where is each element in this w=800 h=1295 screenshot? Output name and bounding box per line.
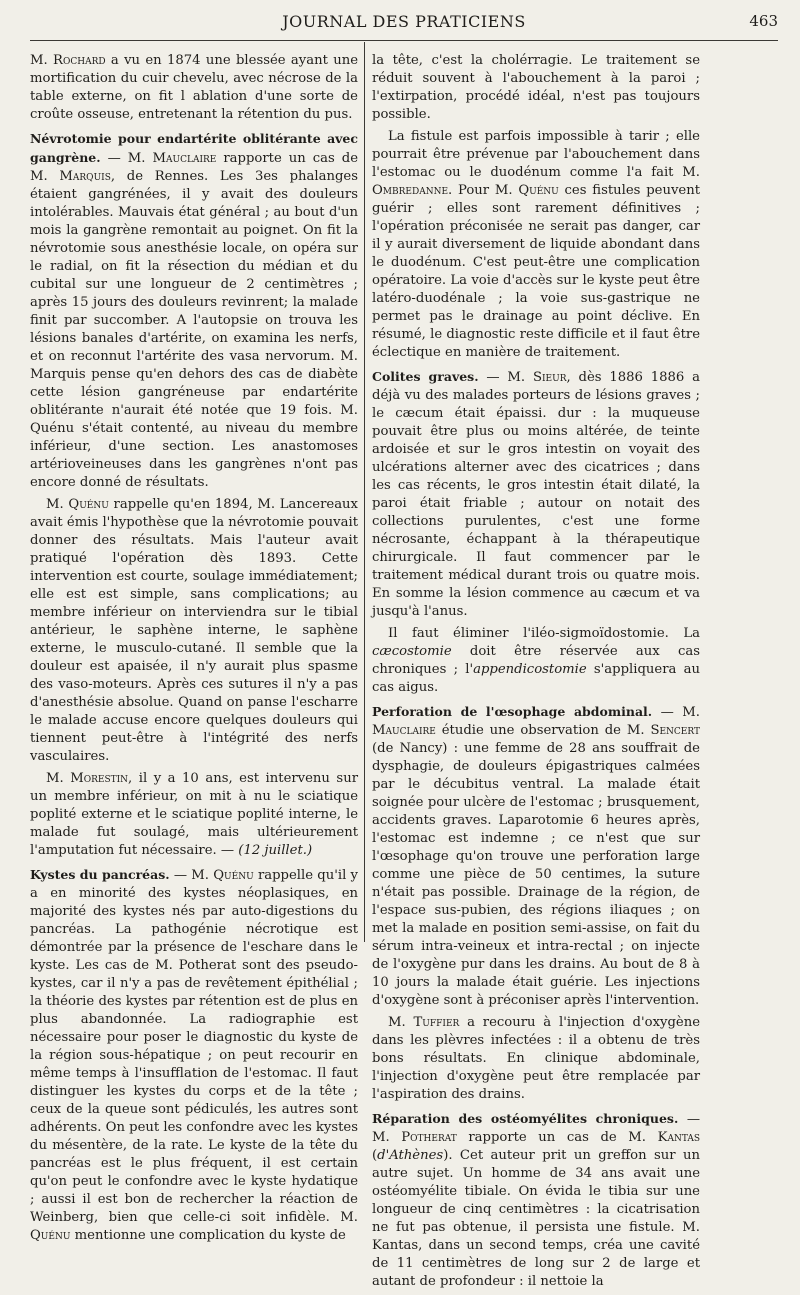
author-name: Quénu: [518, 183, 559, 198]
text-run: M.: [46, 771, 71, 786]
text-run: doit être réservée aux cas chroniques ; l': [372, 644, 700, 677]
journal-title: JOURNAL DES PRATICIENS: [282, 12, 526, 31]
text-run: ). Cet auteur prit un greffon sur un autre sujet. Un homme de 34 ans avait une ostéomyélite tibiale. On évida le tibia sur une longueur de cinq centimètres : la cicatrisation ne fut pas obtenue, il persista une fistule. M. Kantas, dans un second temps, créa une cavité de 11 centimètres de long sur 2 de large et autant de profondeur : il nettoie la: [372, 1148, 700, 1289]
text-run: — M.: [652, 705, 700, 720]
paragraph-continuation: [372, 52, 700, 124]
text-run: La fistule est parfois impossible à tarir ; elle pourrait être prévenue par l'abouchement dans l'estomac ou le duodénum comme l'a fait M.: [372, 129, 700, 180]
text-run: Il faut éliminer l'iléo-sigmoïdostomie. La: [388, 626, 700, 641]
section-colites: [372, 368, 700, 621]
header-rule: [30, 40, 778, 41]
author-name: Morestin: [70, 771, 129, 786]
author-name: Ombredanne: [372, 183, 449, 198]
paragraph-rochard: [30, 52, 358, 124]
column-divider: [364, 42, 365, 942]
text-run: , dès 1886 1886 a déjà vu des malades porteurs de lésions graves ; le cæcum était épaissi. dur : la muqueuse pouvait être plus ou moins altérée, de teinte ardoisée et sur le gros intestin on voyait des ulcérations alterner avec des cicatrices ; dans les cas récents, le gros intestin était dilaté, la paroi était friable ; autour on notait des collections purulentes, c'est une forme nécrosante, échappant à la thérapeutique chirurgicale. Il faut commencer par le traitement médical durant trois ou quatre mois. En somme la lésion commence au cæcum et va jusqu'à l'anus.: [372, 370, 700, 619]
author-name: Quénu: [30, 1228, 71, 1243]
text-run: rapporte un cas de M.: [456, 1130, 658, 1145]
text-run: rappelle qu'il y a en minorité des kystes néoplasiques, en majorité des kystes nés par auto-digestions du pancréas. La pathogénie nécrotique est démontrée par la présence de l'eschare dans le kyste. Les cas de M. Potherat sont des pseudo-kystes, car il n'y a pas de revêtement épithélial ; la théorie des kystes par rétention est de plus en plus abandonnée. La radiographie est nécessaire pour poser le diagnostic du kyste de la région sous-hépatique ; on peut recourir en même temps à l'insufflation de l'estomac. Il faut distinguer les kystes du corps et de la tête ; ceux de la queue sont pédiculés, les autres sont adhérents. On peut les confondre avec les kystes du mésentère, de la rate. Le kyste de la tête du pancréas est le plus fréquent, il est certain qu'on peut le confondre avec le kyste hydatique ; aussi il est bon de rechercher la réaction de Weinberg, bien que celle-ci soit infidèle. M.: [30, 868, 358, 1225]
author-name: Quénu: [68, 497, 109, 512]
text-run: rappelle qu'en 1894, M. Lancereaux avait émis l'hypothèse que la névrotomie pouvait donner des résultats. Mais l'auteur avait pratiqué l'opération dès 1893. Cette intervention est courte, soulage immédiatement; elle est est simple, sans complications; au membre inférieur on interviendra sur le tibial antérieur, le saphène interne, le saphène externe, le musculo-cutané. Il semble que la douleur est apaisée, il n'y aurait plus spasme des vaso-moteurs. Après ces sutures il n'y a pas d'anesthésie absolue. Quand on panse l'escharre le malade accuse encore quelques douleurs qui tiennent peut-être à l'intégrité des nerfs vasculaires.: [30, 497, 358, 764]
running-header: [30, 12, 778, 42]
paragraph-morestin: [30, 770, 358, 860]
text-run: étudie une observation de M.: [435, 723, 651, 738]
author-name: Quénu: [213, 868, 254, 883]
text-run: — M.: [169, 868, 214, 883]
author-name: Sieur: [532, 370, 567, 385]
section-reparation: [372, 1110, 700, 1291]
author-name: Tuffier: [413, 1015, 460, 1030]
author-name: Potherat: [401, 1130, 457, 1145]
section-kystes: [30, 866, 358, 1245]
text-run: a recouru à l'injection d'oxygène dans les plèvres infectées : il a obtenu de très bons résultats. En clinique abdominale, l'injection d'oxygène peut être remplacée par l'aspiration des drains.: [372, 1015, 700, 1102]
section-title: Colites graves.: [372, 369, 479, 384]
text-run: (de Nancy) : une femme de 28 ans souffrait de dysphagie, de douleurs épigastriques calmées par le décubitus ventral. La malade était soignée pour ulcère de l'estomac ; brusquement, accidents graves. Laparotomie 6 heures après, l'estomac est indemne ; ce n'est que sur l'œsophage qu'on trouve une perforation large comme une pièce de 50 centimes, la suture n'était pas possible. Drainage de la région, de l'espace sus-pubien, des régions iliaques ; on met la malade en position semi-assise, on fait du sérum intra-veineux et intra-rectal ; on injecte de l'oxygène pur dans les drains. Au bout de 8 à 10 jours la malade était guérie. Les injections d'oxygène sont à préconiser après l'intervention.: [372, 741, 700, 1008]
text-run: — M.: [478, 370, 533, 385]
page-number: 463: [749, 12, 778, 30]
left-column: [30, 52, 358, 1249]
paragraph-fistule: [372, 128, 700, 362]
author-name: Mauclaire: [152, 151, 217, 166]
author-name: Mauclaire: [372, 723, 436, 738]
author-name: Kantas: [657, 1130, 700, 1145]
section-title: Kystes du pancréas.: [30, 867, 170, 882]
author-name: Sencert: [650, 723, 700, 738]
italic-term: appendicostomie: [473, 662, 587, 677]
section-title: Névrotomie pour endartérite oblitérante avec gangrène.: [30, 131, 358, 165]
paragraph-ileo: [372, 625, 700, 697]
text-run: — M.: [100, 151, 153, 166]
text-run: M.: [46, 497, 69, 512]
text-run: , il y a 10 ans, est intervenu sur un membre inférieur, on mit à nu le sciatique poplité externe et le sciatique poplité interne, le malade fut soulagé, mais ultérieurement l'amputation fut nécessaire. —: [30, 771, 358, 858]
section-title: Perforation de l'œsophage abdominal.: [372, 704, 653, 719]
italic-term: cæcostomie: [372, 644, 452, 659]
text-run: s'appliquera au cas aigus.: [372, 662, 700, 695]
text-run: , de Rennes. Les 3es phalanges étaient gangrénées, il y avait des douleurs intolérables. Mauvais état général ; au bout d'un mois la gangrène remontait au poignet. On fit la névrotomie sous anesthésie locale, on opéra sur le radial, on fit la résection du médian et du cubital sur une longueur de 2 centimètres ; après 15 jours des douleurs revinrent; la malade finit par succomber. A l'autopsie on trouva les lésions banales d'artérite, on examina les nerfs, et on reconnut l'artérite des vasa nervorum. M. Marquis pense qu'en dehors des cas de diabète cette lésion gangréneuse par endartérite oblitérante n'aurait été notée que 19 fois. M. Quénu s'était contenté, au niveau du membre inférieur, d'une section. Les anastomoses artérioveineuses dans les gangrènes n'ont pas encore donné de résultats.: [30, 169, 358, 490]
text-run: — M.: [372, 1112, 701, 1145]
paragraph-text: a vu en 1874 une blessée ayant une mortification du cuir chevelu, avec nécrose de la table externe, on fit l ablation d'une sorte de croûte osseuse, entretenant la rétention du pus.: [30, 53, 359, 122]
italic-term: d'Athènes: [377, 1148, 444, 1163]
date-note: (12 juillet.): [238, 843, 313, 858]
paragraph-quenu: [30, 496, 358, 766]
text-run: M.: [388, 1015, 414, 1030]
paragraph-text: la tête, c'est la cholérragie. Le traitement se réduit souvent à l'abouchement à la paroi ; l'extirpation, procédé idéal, n'est pas toujours possible.: [372, 53, 700, 122]
author-name: Marquis: [59, 169, 111, 184]
text-run: (: [372, 1148, 378, 1163]
author-name: M. Rochard: [30, 53, 106, 68]
text-run: ces fistules peuvent guérir ; elles sont rarement définitives ; l'opération préconisée ne serait pas danger, car il y aurait diversement de liquide abondant dans le duodénum. C'est peut-être une complication opératoire. La voie d'accès sur le kyste peut être latéro-duodénale ; la voie sus-gastrique ne permet pas le drainage au point déclive. En résumé, le diagnostic reste difficile et il faut être éclectique en manière de traitement.: [372, 183, 700, 360]
section-perforation: [372, 703, 700, 1010]
text-run: rapporte un cas de M.: [30, 151, 358, 184]
right-column: [372, 52, 700, 1295]
text-run: mentionne une complication du kyste de: [70, 1228, 346, 1243]
paragraph-tuffier: [372, 1014, 700, 1104]
section-title: Réparation des ostéomyélites chroniques.: [372, 1111, 679, 1126]
text-run: . Pour M.: [448, 183, 519, 198]
section-nevrotomie: [30, 130, 358, 492]
